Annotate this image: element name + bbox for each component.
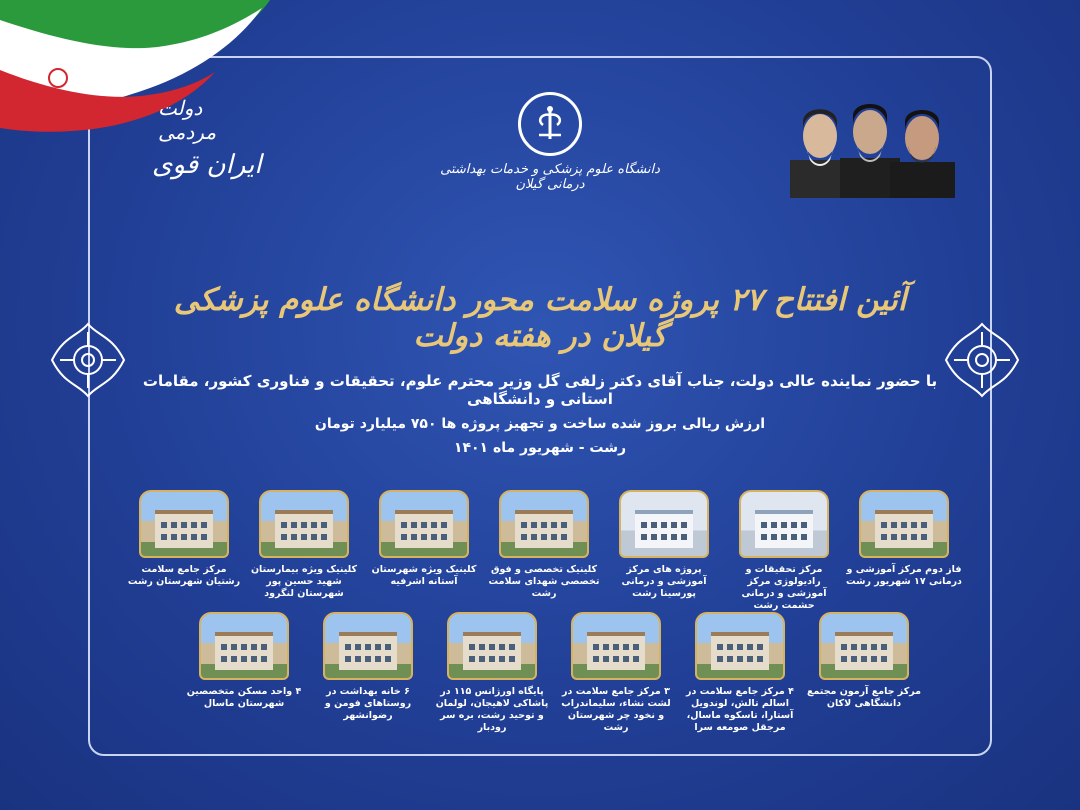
- project-caption: مرکز جامع آرمون مجتمع دانشگاهی لاکان: [806, 686, 922, 709]
- page-title: آئین افتتاح ۲۷ پروژه سلامت محور دانشگاه علوم پزشکی گیلان در هفته دولت: [173, 282, 907, 354]
- project-photo: [695, 612, 785, 680]
- university-logo: [440, 92, 660, 192]
- date-line: رشت - شهریور ماه ۱۴۰۱: [453, 440, 627, 456]
- project-item: [486, 490, 602, 600]
- project-item: [310, 612, 426, 722]
- project-caption: کلینیک ویژه بیمارستان شهید حسین پور شهرستان لنگرود: [250, 564, 358, 599]
- project-photo: [739, 490, 829, 558]
- project-caption: ۳ مرکز جامع سلامت در لشت نشاء، سلیماندراب و نخود چر شهرستان رشت: [561, 686, 671, 733]
- project-item: [366, 490, 482, 588]
- project-photo: [199, 612, 289, 680]
- project-item: [558, 612, 674, 734]
- project-photo: [379, 490, 469, 558]
- project-item: [846, 490, 962, 588]
- leaders-portraits: [790, 100, 955, 198]
- project-caption: پروژه های مرکز آموزشی و درمانی پورسینا رشت: [621, 564, 707, 599]
- project-item: [806, 612, 922, 710]
- project-item: [186, 612, 302, 710]
- left-ornament-icon: [50, 322, 126, 398]
- project-photo: [819, 612, 909, 680]
- project-item: [126, 490, 242, 588]
- project-caption: ۴ واحد مسکن متخصصین شهرستان ماسال: [186, 686, 302, 709]
- university-emblem-icon: [518, 92, 582, 156]
- project-item: [246, 490, 362, 600]
- project-photo: [447, 612, 537, 680]
- value-line: ارزش ریالی بروز شده ساخت و تجهیز پروژه ها ۷۵۰ میلیارد تومان: [314, 416, 766, 432]
- slogan-line-1: دولت مردمی: [158, 96, 217, 144]
- project-photo: [323, 612, 413, 680]
- project-photo: [619, 490, 709, 558]
- project-photo: [499, 490, 589, 558]
- project-caption: فاز دوم مرکز آموزشی و درمانی ۱۷ شهریور رشت: [846, 564, 962, 587]
- project-caption: مرکز تحقیقات و رادیولوژی مرکز آموزشی و درمانی حشمت رشت: [741, 564, 827, 611]
- university-name: دانشگاه علوم پزشکی و خدمات بهداشتی درمانی گیلان: [440, 162, 660, 192]
- government-slogan: [152, 96, 262, 186]
- project-item: [434, 612, 550, 734]
- project-caption: ۴ مرکز جامع سلامت در اسالم تالش، لوندویل آستارا، تاسکوه ماسال، مرجقل صومعه سرا: [686, 686, 794, 733]
- project-caption: مرکز جامع سلامت رشتیان شهرستان رشت: [127, 564, 241, 587]
- project-photo: [139, 490, 229, 558]
- project-photo: [859, 490, 949, 558]
- project-item: [682, 612, 798, 734]
- project-photo: [259, 490, 349, 558]
- project-item: [606, 490, 722, 600]
- project-item: [726, 490, 842, 612]
- project-caption: پایگاه اورژانس ۱۱۵ در پاشاکی لاهیجان، لولمان و توحید رشت، بره سر رودبار: [435, 686, 549, 733]
- slogan-line-2: ایران قوی: [152, 150, 262, 180]
- project-caption: ۶ خانه بهداشت در روستاهای فومن و رضوانشهر: [324, 686, 412, 721]
- subtitle: با حضور نماینده عالی دولت، جناب آقای دکتر زلفی گل وزیر محترم علوم، تحقیقات و فناوری کشور، مقامات استانی و دانشگاهی: [142, 372, 938, 408]
- project-photo: [571, 612, 661, 680]
- project-caption: کلینیک تخصصی و فوق تخصصی شهدای سلامت رشت: [488, 564, 600, 599]
- project-caption: کلینیک ویژه شهرستان آستانه اشرفیه: [371, 564, 477, 587]
